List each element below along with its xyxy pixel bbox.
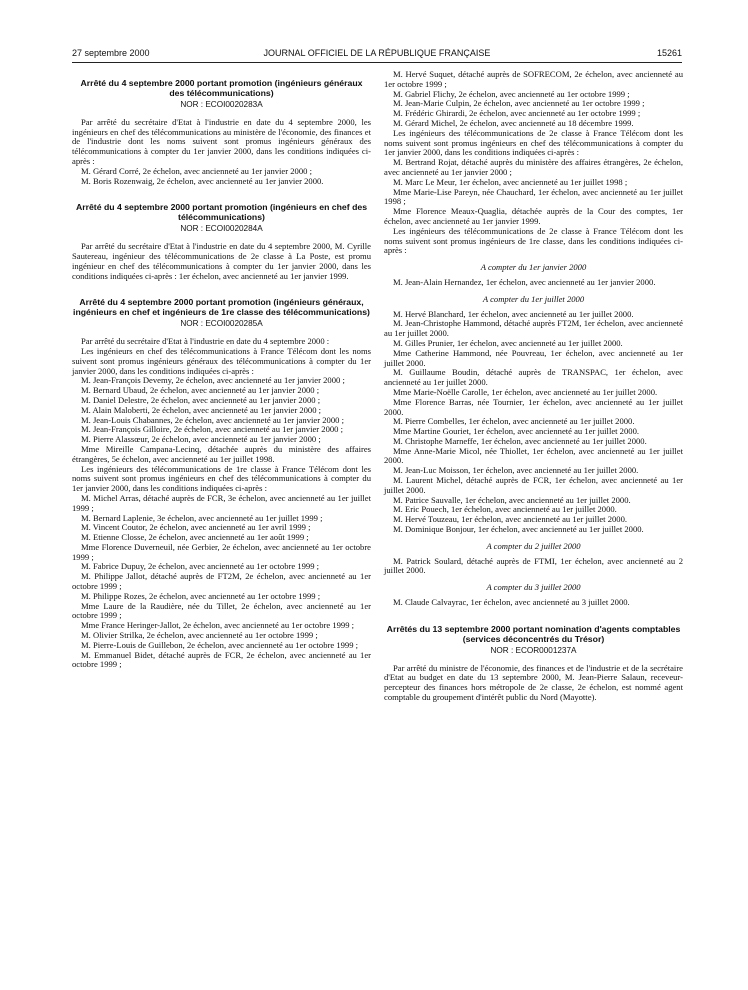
paragraph: Par arrêté du secrétaire d'Etat à l'industrie en date du 4 septembre 2000, les ingénieurs en chef des télécommunications au ministère de l'économie, des finances et de l'industrie dont les noms suivent sont promus ingénieurs généraux des télécommunications à compter du 1er janvier 2000, dans les conditions indiquées ci-après :: [72, 116, 371, 166]
paragraph: M. Alain Maloberti, 2e échelon, avec ancienneté au 1er janvier 2000 ;: [81, 404, 322, 415]
paragraph: Mme Florence Meaux-Quaglia, détachée auprès de la Cour des comptes, 1er échelon, avec ancienneté au 1er janvier 1999.: [384, 206, 683, 226]
paragraph: Par arrêté du secrétaire d'Etat à l'industrie en date du 4 septembre 2000, M. Cyrille Sautereau, ingénieur des télécommunications de 2e classe à La Poste, est promu ingénieur en chef des télécommunications à compter du 1er janvier 2000, dans les conditions indiquées ci-après : 1er échelon, avec ancienneté au 1er janvier 1999.: [72, 241, 371, 281]
paragraph: M. Bernard Laplenie, 3e échelon, avec ancienneté au 1er juillet 1999 ;: [81, 512, 323, 523]
paragraph: M. Pierre-Louis de Guillebon, 2e échelon, avec ancienneté au 1er octobre 1999 ;: [81, 639, 359, 650]
paragraph: Les ingénieurs des télécommunications de 1re classe à France Télécom dont les noms suivent sont promus ingénieurs en chef des télécommunications à compter du 1er janvier 2000, dans les conditions indiquées ci-après :: [72, 463, 371, 494]
paragraph: M. Fabrice Dupuy, 2e échelon, avec ancienneté au 1er octobre 1999 ;: [81, 561, 320, 572]
paragraph: M. Gabriel Flichy, 2e échelon, avec ancienneté au 1er octobre 1999 ;: [393, 88, 630, 99]
paragraph: M. Frédéric Ghirardi, 2e échelon, avec ancienneté au 1er octobre 1999 ;: [393, 108, 641, 119]
paragraph: Mme Marie-Lise Pareyn, née Chauchard, 1er échelon, avec ancienneté au 1er juillet 1998 ;: [384, 186, 683, 207]
paragraph: M. Jean-Louis Chabannes, 2e échelon, avec ancienneté au 1er janvier 2000 ;: [81, 414, 344, 425]
left-column: [72, 70, 371, 670]
header-page-number: 15261: [656, 48, 682, 58]
paragraph: Les ingénieurs en chef des télécommunications à France Télécom dont les noms suivent sont promus ingénieurs généraux des télécommunications à compter du 1er janvier 2000, dans les conditions indiquées ci-après :: [72, 345, 371, 376]
paragraph: M. Jean-François Devemy, 2e échelon, avec ancienneté au 1er janvier 2000 ;: [81, 375, 345, 386]
paragraph: M. Gérard Michel, 2e échelon, avec ancienneté au 18 décembre 1999.: [393, 117, 634, 128]
paragraph: M. Jean-Christophe Hammond, détaché auprès FT2M, 1er échelon, avec ancienneté au 1er juillet 2000.: [384, 318, 683, 339]
paragraph: Mme Anne-Marie Micol, née Thiollet, 1er échelon, avec ancienneté au 1er juillet 2000.: [384, 445, 683, 466]
paragraph: Mme Martine Gouriet, 1er échelon, avec ancienneté au 1er juillet 2000.: [393, 426, 640, 437]
paragraph: M. Eric Pouech, 1er échelon, avec ancienneté au 1er juillet 2000.: [393, 504, 617, 515]
paragraph: M. Bertrand Rojat, détaché auprès du ministère des affaires étrangères, 2e échelon, avec ancienneté au 1er janvier 2000 ;: [384, 157, 683, 177]
nor-reference: NOR : ECOI0020284A: [180, 224, 263, 234]
paragraph: M. Patrice Sauvalle, 1er échelon, avec ancienneté au 1er juillet 2000.: [393, 494, 631, 505]
section-spacer: [72, 281, 371, 289]
decree-title: Arrêté du 4 septembre 2000 portant promotion (ingénieurs en chef des télécommunications): [75, 202, 368, 223]
paragraph: M. Claude Calvayrac, 1er échelon, avec ancienneté au 3 juillet 2000.: [393, 597, 630, 608]
paragraph: M. Olivier Strilka, 2e échelon, avec ancienneté au 1er octobre 1999 ;: [81, 630, 318, 641]
paragraph: Par arrêté du ministre de l'économie, des finances et de l'industrie et de la secrétaire d'Etat au budget en date du 13 septembre 2000, M. Jean-Pierre Salaun, receveur-percepteur des finances hors métropole de 2e classe, 2e échelon, est nommé agent comptable du groupement d'intérêt public du Nord (Mayotte).: [384, 662, 683, 703]
paragraph: M. Patrick Soulard, détaché auprès de FTMI, 1er échelon, avec ancienneté au 2 juillet 2000.: [384, 555, 683, 576]
section-spacer: [384, 608, 683, 616]
decree-title: Arrêté du 4 septembre 2000 portant promotion (ingénieurs généraux, ingénieurs en chef et ingénieurs de 1re classe des télécommunications): [73, 297, 370, 318]
paragraph: Mme Laure de la Raudière, née du Tillet, 2e échelon, avec ancienneté au 1er octobre 1999 ;: [72, 600, 371, 621]
paragraph: M. Bernard Ubaud, 2e échelon, avec ancienneté au 1er janvier 2000 ;: [81, 385, 320, 396]
section-spacer: [72, 186, 371, 194]
paragraph: M. Laurent Michel, détaché auprès de FCR, 1er échelon, avec ancienneté au 1er juillet 2000.: [384, 475, 683, 495]
header-journal-title: JOURNAL OFFICIEL DE LA RÉPUBLIQUE FRANÇAISE: [263, 48, 491, 58]
date-subheading: A compter du 1er juillet 2000: [482, 293, 585, 304]
paragraph: M. Jean-François Gilloire, 2e échelon, avec ancienneté au 1er janvier 2000 ;: [81, 424, 344, 435]
page-header: [72, 48, 682, 62]
nor-reference: NOR : ECOI0020285A: [180, 319, 263, 329]
paragraph: M. Daniel Delestre, 2e échelon, avec ancienneté au 1er janvier 2000 ;: [81, 394, 321, 405]
paragraph: M. Christophe Marneffe, 1er échelon, avec ancienneté au 1er juillet 2000.: [393, 435, 647, 446]
paragraph: Par arrêté du secrétaire d'Etat à l'industrie en date du 4 septembre 2000 :: [81, 336, 330, 347]
paragraph: M. Hervé Blanchard, 1er échelon, avec ancienneté au 1er juillet 2000.: [393, 308, 634, 319]
paragraph: M. Philippe Jallot, détaché auprès de FT2M, 2e échelon, avec ancienneté au 1er octobre 1999 ;: [72, 571, 371, 592]
paragraph: Mme Florence Barras, née Tournier, 1er échelon, avec ancienneté au 1er juillet 2000.: [384, 396, 683, 417]
decree-title: Arrêté du 4 septembre 2000 portant promotion (ingénieurs généraux des télécommunications): [80, 78, 363, 98]
paragraph: M. Vincent Coutor, 2e échelon, avec ancienneté au 1er avril 1999 ;: [81, 522, 311, 533]
paragraph: M. Pierre Alassœur, 2e échelon, avec ancienneté au 1er janvier 2000 ;: [81, 434, 321, 445]
paragraph: M. Boris Rozenwaig, 2e échelon, avec ancienneté au 1er janvier 2000.: [81, 175, 324, 186]
date-subheading: A compter du 3 juillet 2000: [486, 582, 581, 593]
paragraph: M. Pierre Combelles, 1er échelon, avec ancienneté au 1er juillet 2000.: [393, 416, 635, 427]
paragraph: Les ingénieurs des télécommunications de 2e classe à France Télécom dont les noms suivent sont promus ingénieurs de 1re classe, dans les conditions indiquées ci-après :: [384, 225, 683, 256]
paragraph: M. Etienne Closse, 2e échelon, avec ancienneté au 1er août 1999 ;: [81, 532, 309, 543]
paragraph: Mme France Heringer-Jallot, 2e échelon, avec ancienneté au 1er octobre 1999 ;: [81, 620, 355, 631]
paragraph: Les ingénieurs des télécommunications de 2e classe à France Télécom dont les noms suivent sont promus ingénieurs en chef des télécommunications à compter du 1er janvier 2000, dans les conditions indiquées ci-après :: [384, 127, 683, 158]
paragraph: M. Guillaume Boudin, détaché auprès de TRANSPAC, 1er échelon, avec ancienneté au 1er juillet 2000.: [384, 367, 683, 388]
header-rule: [72, 62, 682, 63]
paragraph: M. Marc Le Meur, 1er échelon, avec ancienneté au 1er juillet 1998 ;: [393, 176, 628, 187]
header-date: 27 septembre 2000: [72, 48, 150, 58]
decree-title: Arrêtés du 13 septembre 2000 portant nomination d'agents comptables (services déconcentrés du Trésor): [386, 623, 681, 644]
date-subheading: A compter du 2 juillet 2000: [486, 540, 581, 551]
paragraph: Mme Marie-Noëlle Carolle, 1er échelon, avec ancienneté au 1er juillet 2000.: [393, 386, 658, 397]
paragraph: M. Jean-Alain Hernandez, 1er échelon, avec ancienneté au 1er janvier 2000.: [393, 276, 656, 287]
paragraph: M. Emmanuel Bidet, détaché auprès de FCR, 2e échelon, avec ancienneté au 1er octobre 1999 ;: [72, 649, 371, 670]
paragraph: Mme Catherine Hammond, née Pouvreau, 1er échelon, avec ancienneté au 1er juillet 2000.: [384, 347, 683, 368]
paragraph: M. Jean-Marie Culpin, 2e échelon, avec ancienneté au 1er octobre 1999 ;: [393, 98, 645, 109]
paragraph: M. Philippe Rozes, 2e échelon, avec ancienneté au 1er octobre 1999 ;: [81, 590, 321, 601]
nor-reference: NOR : ECOR0001237A: [490, 645, 577, 655]
paragraph: M. Hervé Touzeau, 1er échelon, avec ancienneté au 1er juillet 2000.: [393, 514, 628, 525]
paragraph: M. Gilles Prunier, 1er échelon, avec ancienneté au 1er juillet 2000.: [393, 337, 623, 348]
paragraph: Mme Mireille Campana-Lecinq, détachée auprès du ministère des affaires étrangères, 5e échelon, avec ancienneté au 1er juillet 1998.: [72, 443, 371, 464]
nor-reference: NOR : ECOI0020283A: [180, 100, 263, 109]
paragraph: Mme Florence Duverneuil, née Gerbier, 2e échelon, avec ancienneté au 1er octobre 1999 ;: [72, 541, 371, 562]
date-subheading: A compter du 1er janvier 2000: [480, 262, 587, 273]
right-column: [384, 70, 683, 703]
paragraph: M. Dominique Bonjour, 1er échelon, avec ancienneté au 1er juillet 2000.: [393, 524, 644, 535]
paragraph: M. Gérard Corré, 2e échelon, avec ancienneté au 1er janvier 2000 ;: [81, 165, 312, 176]
paragraph: M. Jean-Luc Moisson, 1er échelon, avec ancienneté au 1er juillet 2000.: [393, 465, 639, 476]
paragraph: M. Michel Arras, détaché auprès de FCR, 3e échelon, avec ancienneté au 1er juillet 1999 ;: [72, 492, 371, 513]
paragraph: M. Hervé Suquet, détaché auprès de SOFRECOM, 2e échelon, avec ancienneté au 1er octobre 1999 ;: [384, 69, 683, 89]
